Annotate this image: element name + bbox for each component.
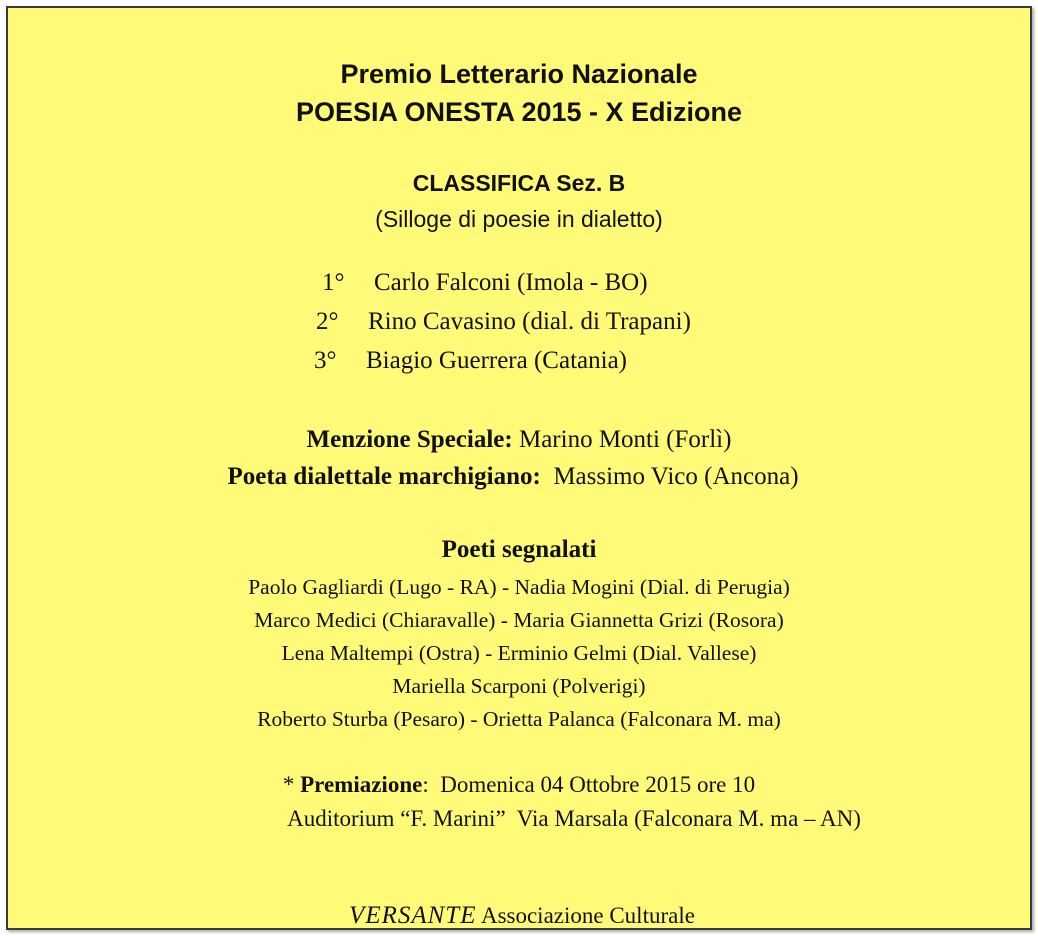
section-subtitle: (Silloge di poesie in dialetto)	[375, 206, 663, 232]
page-title: Premio Letterario Nazionale	[340, 59, 698, 89]
reported-poets-line: Marco Medici (Chiaravalle) - Maria Giannetta Grizi (Rosora)	[254, 608, 784, 632]
ranking-item-1	[322, 269, 648, 297]
edition-title: POESIA ONESTA 2015 - X Edizione	[295, 97, 743, 127]
reported-poets-line: Paolo Gagliardi (Lugo - RA) - Nadia Mogini (Dial. di Perugia)	[248, 575, 790, 599]
reported-poets-line: Roberto Sturba (Pesaro) - Orietta Palanca (Falconara M. ma)	[257, 707, 781, 731]
ranking-name: Biagio Guerrera (Catania)	[366, 347, 627, 374]
marche-dialect-poet	[8, 463, 1030, 491]
ranking-name: Rino Cavasino (dial. di Trapani)	[368, 308, 691, 335]
ranking-place: 3°	[314, 347, 337, 374]
reported-poets-line: Lena Maltempi (Ostra) - Erminio Gelmi (Dial. Vallese)	[281, 641, 757, 665]
ranking-item-3	[314, 347, 627, 375]
award-date: : Domenica 04 Ottobre 2015 ore 10	[422, 772, 756, 797]
reported-poets-title: Poeti segnalati	[441, 536, 597, 563]
organizer-footer	[8, 902, 1030, 930]
special-mention-value: Marino Monti (Forlì)	[512, 426, 732, 453]
ranking-place: 2°	[316, 308, 339, 335]
award-label: Premiazione	[300, 772, 423, 797]
special-mention-label: Menzione Speciale:	[306, 426, 513, 453]
ranking-name: Carlo Falconi (Imola - BO)	[374, 269, 648, 296]
ranking-item-2	[316, 308, 691, 336]
ranking-place: 1°	[322, 269, 345, 296]
award-venue: Auditorium “F. Marini” Via Marsala (Falconara M. ma – AN)	[287, 806, 861, 831]
marche-poet-label: Poeta dialettale marchigiano:	[227, 463, 541, 490]
organizer-name: Associazione Culturale	[476, 903, 695, 928]
organizer-brand: VERSANTE	[349, 902, 477, 929]
section-title: CLASSIFICA Sez. B	[412, 170, 626, 196]
award-ceremony-date	[8, 772, 1030, 798]
marche-poet-value: Massimo Vico (Ancona)	[540, 463, 799, 490]
special-mention	[8, 426, 1030, 454]
award-asterisk: *	[282, 772, 301, 797]
reported-poets-line: Mariella Scarponi (Polverigi)	[392, 674, 646, 698]
announcement-card	[6, 6, 1032, 930]
